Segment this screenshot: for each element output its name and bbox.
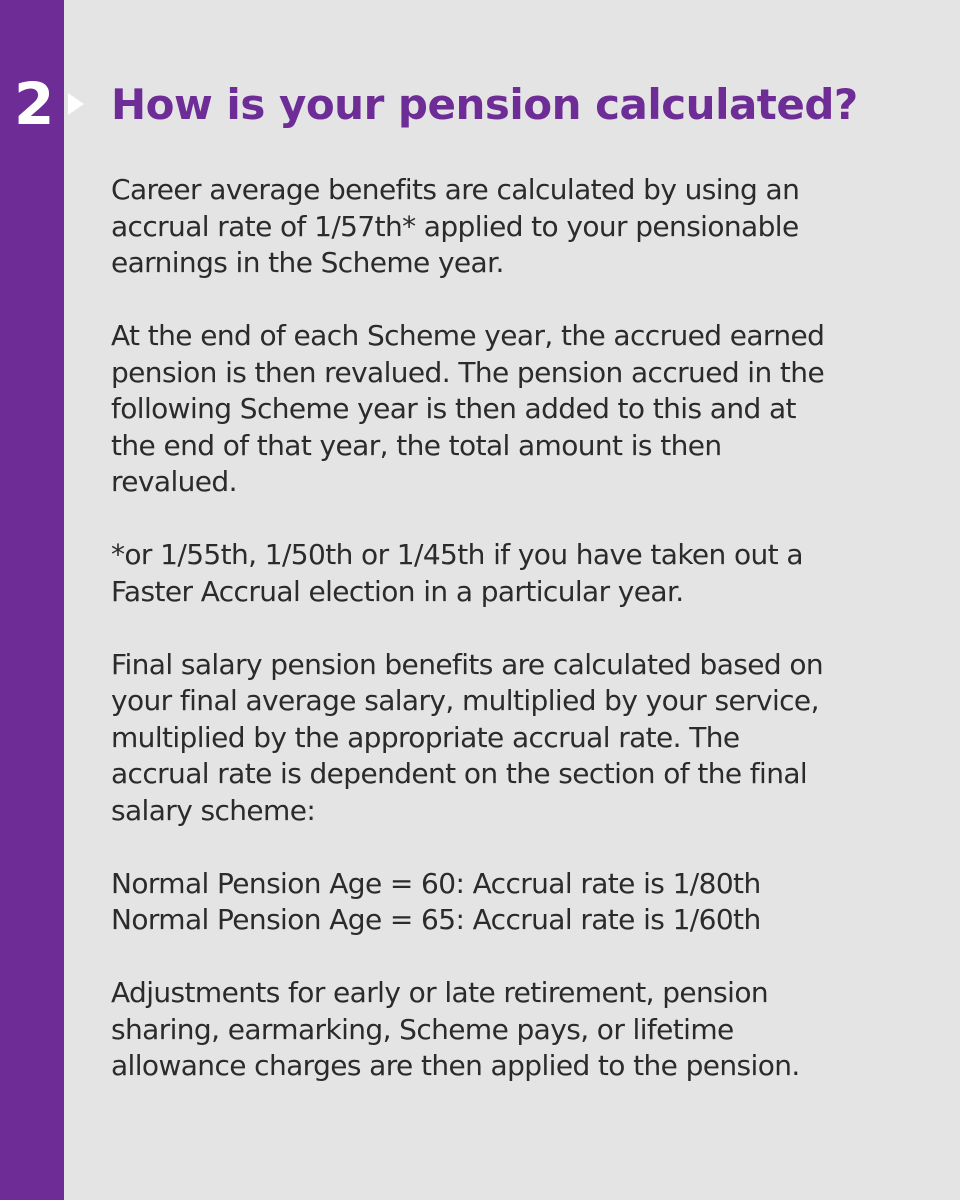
paragraph-career-average: Career average benefits are calculated by using an accrual rate of 1/57th* applied to your pensionable earnings in the Scheme year. bbox=[111, 173, 800, 279]
body-text bbox=[111, 172, 931, 1121]
chevron-right-icon bbox=[68, 93, 84, 115]
paragraph-final-salary: Final salary pension benefits are calculated based on your final average salary, multiplied by your service, multiplied by the appropriate accrual rate. The accrual rate is dependent on the section of the final salary scheme: bbox=[111, 647, 824, 827]
paragraph-accrual-rates: Normal Pension Age = 60: Accrual rate is 1/80th Normal Pension Age = 65: Accrual rate is 1/60th bbox=[111, 866, 761, 936]
paragraph-adjustments: Adjustments for early or late retirement, pension sharing, earmarking, Scheme pays, or lifetime allowance charges are then applied to the pension. bbox=[111, 976, 800, 1082]
sidebar-accent-bar bbox=[0, 0, 64, 1200]
step-number: 2 bbox=[14, 70, 55, 138]
page-title: How is your pension calculated? bbox=[111, 80, 858, 129]
paragraph-revaluation: At the end of each Scheme year, the accrued earned pension is then revalued. The pension accrued in the following Scheme year is then added to this and at the end of that year, the total amount is then revalued. bbox=[111, 319, 825, 498]
paragraph-faster-accrual-note: *or 1/55th, 1/50th or 1/45th if you have taken out a Faster Accrual election in a particular year. bbox=[111, 538, 803, 608]
